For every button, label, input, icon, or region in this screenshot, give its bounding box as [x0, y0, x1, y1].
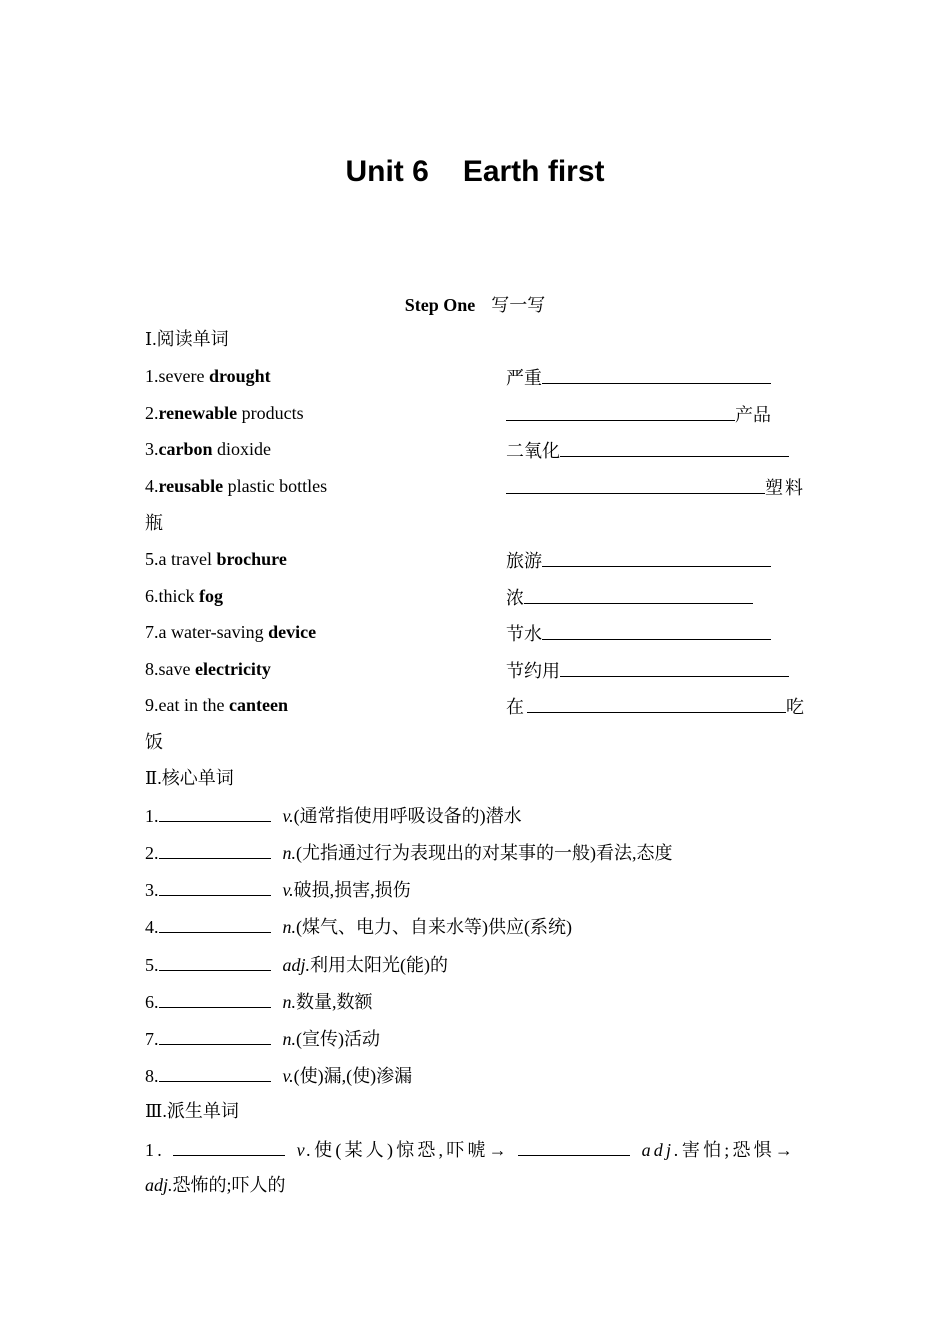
- core-item-6: 6. n.数量,数额: [145, 988, 373, 1014]
- section3-heading: Ⅲ.派生单词: [145, 1101, 239, 1121]
- step-label: Step One: [404, 295, 476, 315]
- step-heading: [0, 291, 950, 317]
- section1-heading: Ⅰ.阅读单词: [145, 329, 229, 349]
- answer-blank[interactable]: [527, 693, 786, 713]
- answer-blank[interactable]: [159, 802, 271, 822]
- answer-blank[interactable]: [159, 951, 271, 971]
- answer-blank[interactable]: [542, 547, 771, 567]
- unit-label: Unit 6: [345, 155, 429, 188]
- page-title: [0, 155, 950, 189]
- core-item-5: 5. adj.利用太阳光(能)的: [145, 951, 448, 977]
- core-item-4: 4. n.(煤气、电力、自来水等)供应(系统): [145, 913, 572, 939]
- reading-item-9-wrap: 饭: [145, 732, 163, 752]
- core-item-8: 8. v.(使)漏,(使)渗漏: [145, 1062, 412, 1088]
- reading-item-9: 9.eat in the canteen 在 吃: [145, 695, 804, 717]
- answer-blank[interactable]: [506, 401, 735, 421]
- answer-blank[interactable]: [542, 364, 771, 384]
- section2-heading: Ⅱ.核心单词: [145, 768, 234, 788]
- answer-blank[interactable]: [542, 620, 771, 640]
- reading-item-5: 5.a travel brochure 旅游: [145, 547, 807, 571]
- answer-blank[interactable]: [159, 876, 271, 896]
- reading-item-2: 2.renewable products 产品: [145, 403, 771, 425]
- answer-blank[interactable]: [560, 657, 789, 677]
- reading-item-7: 7.a water-saving device 节水: [145, 620, 807, 644]
- core-item-7: 7. n.(宣传)活动: [145, 1025, 380, 1051]
- answer-blank[interactable]: [506, 474, 765, 494]
- answer-blank[interactable]: [159, 1025, 271, 1045]
- answer-blank[interactable]: [159, 913, 271, 933]
- core-item-2: 2. n.(尤指通过行为表现出的对某事的一般)看法,态度: [145, 839, 673, 865]
- core-item-1: 1. v.(通常指使用呼吸设备的)潜水: [145, 802, 522, 828]
- reading-item-6: 6.thick fog 浓: [145, 584, 807, 608]
- answer-blank[interactable]: [560, 437, 789, 457]
- answer-blank[interactable]: [159, 988, 271, 1008]
- answer-blank[interactable]: [159, 839, 271, 859]
- step-cn: 写一写: [491, 295, 546, 315]
- derivative-item-1: 1. v.使(某人)惊恐,吓唬→ adj.害怕;恐惧→: [145, 1136, 807, 1162]
- answer-blank[interactable]: [173, 1136, 285, 1156]
- answer-blank[interactable]: [159, 1062, 271, 1082]
- reading-item-8: 8.save electricity 节约用: [145, 657, 807, 681]
- answer-blank[interactable]: [524, 584, 753, 604]
- reading-item-4: 4.reusable plastic bottles 塑料: [145, 476, 805, 498]
- core-item-3: 3. v.破损,损害,损伤: [145, 876, 411, 902]
- answer-blank[interactable]: [518, 1136, 630, 1156]
- unit-name: Earth first: [462, 155, 605, 188]
- reading-item-3: 3.carbon dioxide 二氧化: [145, 437, 807, 461]
- reading-item-1: 1.severe drought 严重: [145, 364, 807, 388]
- reading-item-4-wrap: 瓶: [145, 513, 163, 533]
- derivative-item-1-wrap: adj.恐怖的;吓人的: [145, 1175, 286, 1195]
